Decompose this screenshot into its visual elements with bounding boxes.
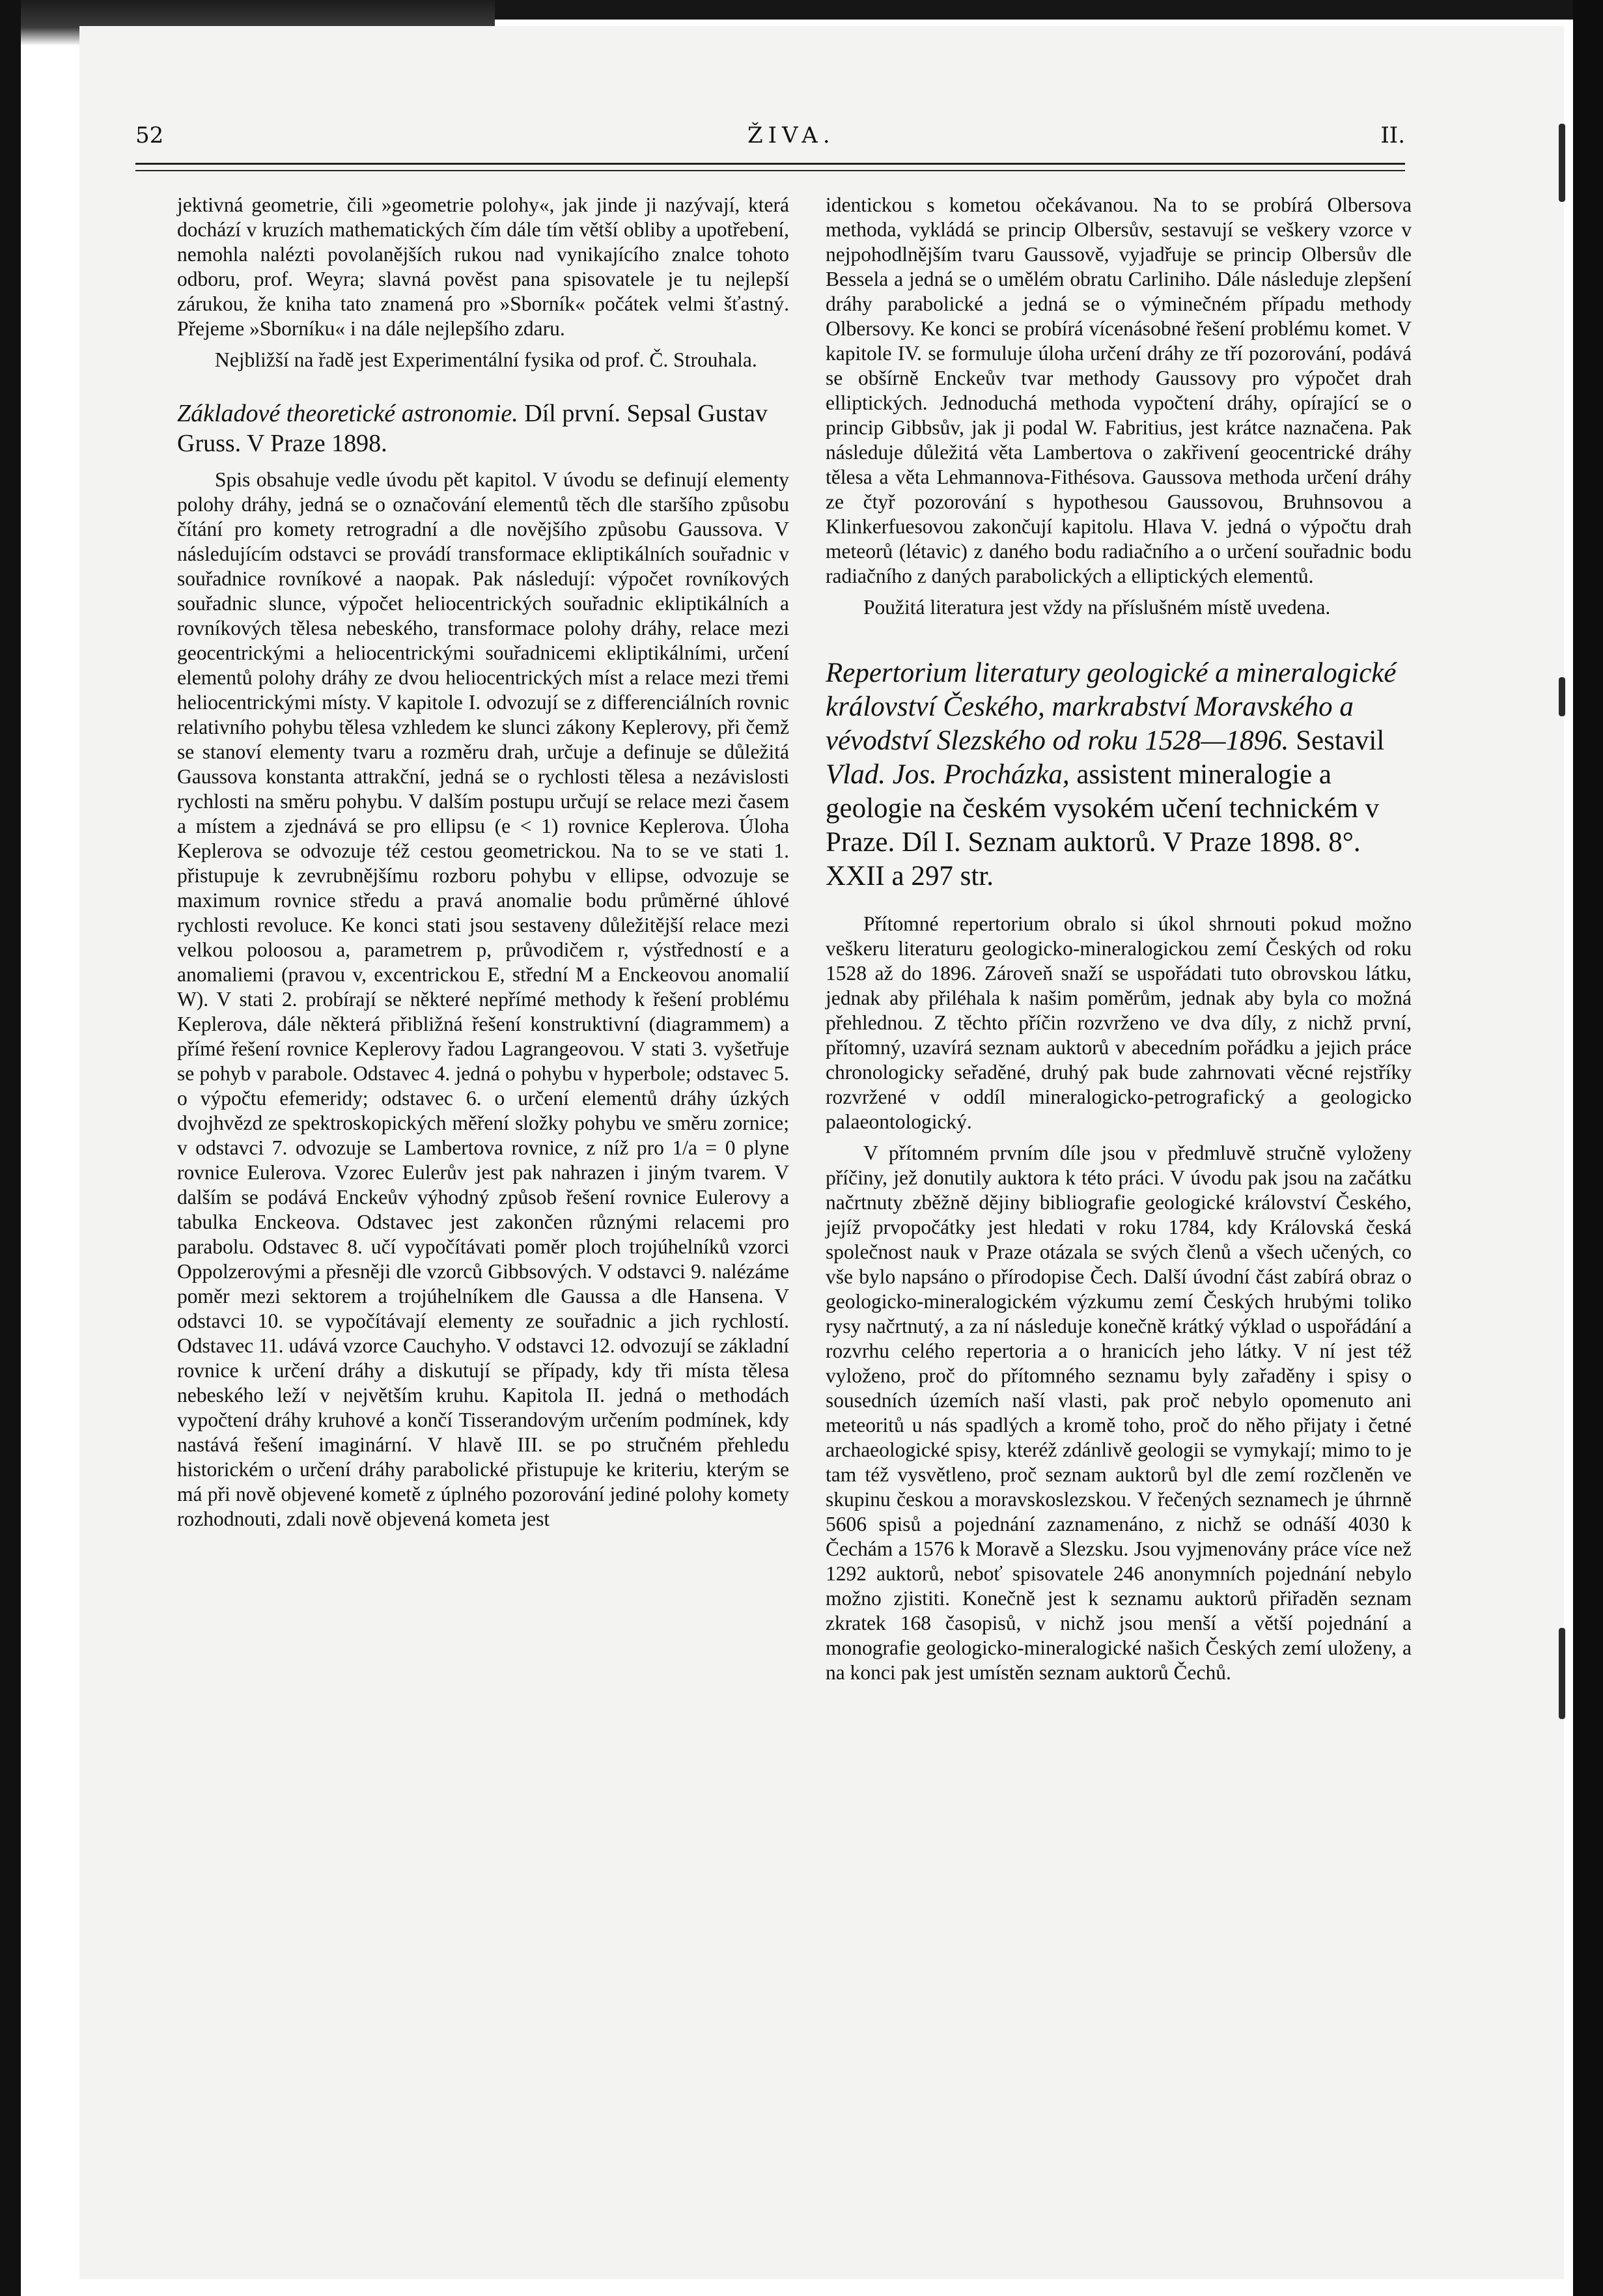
left-column <box>177 193 789 1532</box>
scan-artifact <box>1559 124 1565 202</box>
right-column <box>826 193 1412 1685</box>
paragraph: V přítomném prvním díle jsou v předmluvě stručně vyloženy příčiny, jež donutily auktora k této práci. V úvodu pak jsou na začátku načrtnuty zběžně dějiny bibliografie geologické království Českého, jejíž prvopočátky jest hledati v roku 1784, kdy Královská česká společnost nauk v Praze otázala se svých členů a všech učených, co vše bylo napsáno o přírodopise Čech. Další úvodní část zabírá obraz o geologicko-mineralogickém výzkumu zemí Českých hrubými toliko rysy načrtnutý, a za ní následuje konečně krátký výklad o uspořádání a rozvrhu celého repertoria a o hranicích jeho látky. V ní jest též vyloženo, proč do přítomného seznamu byly zařaděny i spisy o sousedních územích naší vlasti, pak proč nebylo opomenuto ani meteoritů u nás spadlých a kromě toho, proč do něho přijaty i četné archaeologické spisy, kteréž zdánlivě geologii se vymykají; mimo to je tam též vysvětleno, proč seznam auktorů byl dle zemí rozčleněn ve skupinu českou a moravskoslezskou. V řečených seznamech je úhrnně 5606 spisů a pojednání zaznamenáno, z nichž se odnáší 4030 k Čechám a 1576 k Moravě a Slezsku. Jsou vyjmenovány práce více než 1292 auktorů, neboť spisovatele 246 anonymních pojednání nebylo možno zjistiti. Konečně jest k seznamu auktorů přiřaděn seznam zkratek 168 časopisů, v nichž jsou menší a větší pojednání a monografie geologicko-mineralogické našich Českých zemí uloženy, a na konci pak jest umístěn seznam auktorů Čechů. <box>826 1141 1412 1684</box>
journal-title: ŽIVA. <box>747 122 835 148</box>
paragraph: jektivná geometrie, čili »geometrie polohy«, jak jinde ji nazývají, která dochází v kruzích mathematických čím dále tím větší obliby a upotřebení, nemohla nalézti povolanějších rukou nad vynikajícího znalce tohoto odboru, prof. Weyra; slavná pověst pana spisovatele je tu nejlepší zárukou, že kniha tato znamená pro »Sborník« počátek velmi šťastný. Přejeme »Sborníku« i na dále nejlepšího zdaru. <box>177 193 789 340</box>
scan-border-left <box>0 0 21 2296</box>
review-meta: assistent mineralogie a geologie na českém vysokém učení technickém v Praze. Díl I. Seznam auktorů. V Praze 1898. 8°. XXII a 297 str. <box>826 759 1380 891</box>
paragraph: Spis obsahuje vedle úvodu pět kapitol. V úvodu se definují elementy polohy dráhy, jedná se o označování elementů těch dle staršího způsobu čítání pro komety retrogradní a dle novějšího způsobu Gaussova. V následujícím odstavci se provádí transformace ekliptikálních souřadnic v souřadnice rovníkové a naopak. Pak následují: výpočet rovníkových souřadnic slunce, výpočet heliocentrických souřadnic ekliptikálních a rovníkových tělesa nebeského, transformace polohy dráhy, relace mezi geocentrickými a heliocentrickými souřadnicemi ekliptikálními, určení elementů polohy dráhy ze dvou heliocentrických míst a relace mezi třemi heliocentrickými místy. V kapitole I. odvozují se z differenciálních rovnic relativního pohybu tělesa vzhledem ke slunci zákony Keplerovy, při čemž se stanoví elementy tvaru a rozměru drah, určuje a definuje se důležitá Gaussova konstanta attrakční, jedná se o rychlosti tělesa a nezávislosti rychlosti na směru pohybu. V dalším postupu určují se relace mezi časem a místem a zjednává se pro ellipsu (e < 1) rovnice Keplerova. Úloha Keplerova se odvozuje též cestou geometrickou. Na to se ve stati 1. přistupuje k zevrubnějšímu rozboru pohybu v ellipse, odvozuje se maximum rovnice středu a pravá anomalie bodu průměrné úhlové rychlosti revoluce. Ke konci stati jsou sestaveny důležitější relace mezi velkou poloosou a, parametrem p, průvodičem r, výstředností e a anomaliemi (pravou v, excentrickou E, střední M a Enckeovou anomalií W). V stati 2. probírají se některé nepřímé methody k řešení problému Keplerova, dále některá přibližná řešení konstruktivní (diagrammem) a přímé řešení rovnice Keplerovy řadou Lagrangeovou. V stati 3. vyšetřuje se pohyb v parabole. Odstavec 4. jedná o pohybu v hyperbole; odstavec 5. o výpočtu efemeridy; odstavec 6. o určení elementů dráhy úzkých dvojhvězd ze spektroskopických měření složky pohybu ve směru zornice; v odstavci 7. odvozuje se Lambertova rovnice, z níž pro 1/a = 0 plyne rovnice Eulerova. Vzorec Eulerův jest pak nahrazen i jiným tvarem. V dalším se podává Enckeův výhodný způsob řešení rovnice Eulerovy a tabulka Enckeova. Odstavec jest zakončen různými relacemi pro parabolu. Odstavec 8. učí vypočítávati poměr ploch trojúhelníků vzorci Oppolzerovými a přesněji dle vzorců Gibbsových. V odstavci 9. nalézáme poměr mezi sektorem a trojúhelníkem dle Gaussa a dle Hansena. V odstavci 10. se vypočítávají elementy ze souřadnic a jich rychlostí. Odstavec 11. udává vzorce Cauchyho. V odstavci 12. odvozují se základní rovnice k určení dráhy a diskutují se případy, kdy tři místa tělesa nebeského leží v největším kruhu. Kapitola II. jedná o methodách vypočtení dráhy kruhové a končí Tisserandovým určením podmínek, kdy nastává řešení imaginární. V hlavě III. se po stručném přehledu historickém o určení dráhy parabolické přistupuje ke kriteriu, kterým se má při nově objevené kometě z úplného pozorování jediné polohy komety rozhodnouti, zdali nově objevená kometa jest <box>177 468 789 1530</box>
review-meta-prefix: Sestavil <box>1296 725 1385 756</box>
review-author: Vlad. Jos. Procházka, <box>826 759 1070 790</box>
page-number: 52 <box>135 122 164 148</box>
paragraph: identickou s kometou očekávanou. Na to se probírá Olbersova methoda, vykládá se princip Olbersův, sestavují se veškery vzorce v nejpohodlnějším tvaru Gaussově, vyjadřuje se princip Olbersův dle Bessela a jedná se o umělém obratu Carliniho. Dále následuje zlepšení dráhy parabolické a jedná se o výminečném případu methody Olbersovy. Ke konci se probírá vícenásobné řešení problému komet. V kapitole IV. se formuluje úloha určení dráhy ze tří pozorování, podává se obšírně Enckeův tvar methody Gaussovy pro výpočet drah elliptických. Jednoduchá methoda vypočtení dráhy, opírající se o princip Gibbsův, jak ji podal W. Fabritius, jest krátce naznačena. Pak následuje důležitá věta Lambertova o zakřivení geocentrické dráhy tělesa a věta Lehmannova-Fithésova. Gaussova methoda určení dráhy ze čtyř pozorování s hypothesou Gaussovou, Bruhnsovou a Klinkerfuesovou zakončují kapitolu. Hlava V. jedná o výpočtu drah meteorů (létavic) z daného bodu radiačního a o určení souřadnic bodu radiačního z daných parabolických a elliptických elementů. <box>826 193 1412 587</box>
paragraph: Přítomné repertorium obralo si úkol shrnouti pokud možno veškeru literaturu geologicko-mineralogickou zemí Českých od roku 1528 až do 1896. Zároveň snaží se uspořádati tuto obrovskou látku, jednak aby přiléhala k našim poměrům, jednak aby byla co možná přehlednou. Z těchto příčin rozvrženo ve dva díly, z nichž první, přítomný, uzavírá seznam auktorů v abecedním pořádku a jejich práce chronologicky seřaděné, druhý pak bude zahrnovati věcné rejstříky rozvržené v oddíl mineralogicko-petrografický a geologicko palaeontologický. <box>826 912 1412 1133</box>
review-heading <box>177 399 789 458</box>
review-heading <box>826 656 1412 893</box>
review-meta: Díl první. Sepsal Gustav Gruss. V Praze 1898. <box>177 400 768 457</box>
paragraph: Nejbližší na řadě jest Experimentální fysika od prof. Č. Strouhala. <box>215 348 757 371</box>
volume-number: II. <box>1380 122 1405 148</box>
paragraph: Použitá literatura jest vždy na příslušném místě uvedena. <box>863 596 1331 619</box>
review-title: Repertorium literatury geologické a mineralogické království Českého, markrabství Moravského a vévodství Slezského od roku 1528—1896. <box>826 658 1397 756</box>
scan-artifact <box>1559 1628 1565 1719</box>
header-rule <box>135 163 1405 171</box>
running-header <box>135 122 1405 159</box>
review-title: Základové theoretické astronomie. <box>177 400 518 427</box>
scan-border-right <box>1573 0 1603 2296</box>
scan-artifact <box>1559 677 1565 716</box>
